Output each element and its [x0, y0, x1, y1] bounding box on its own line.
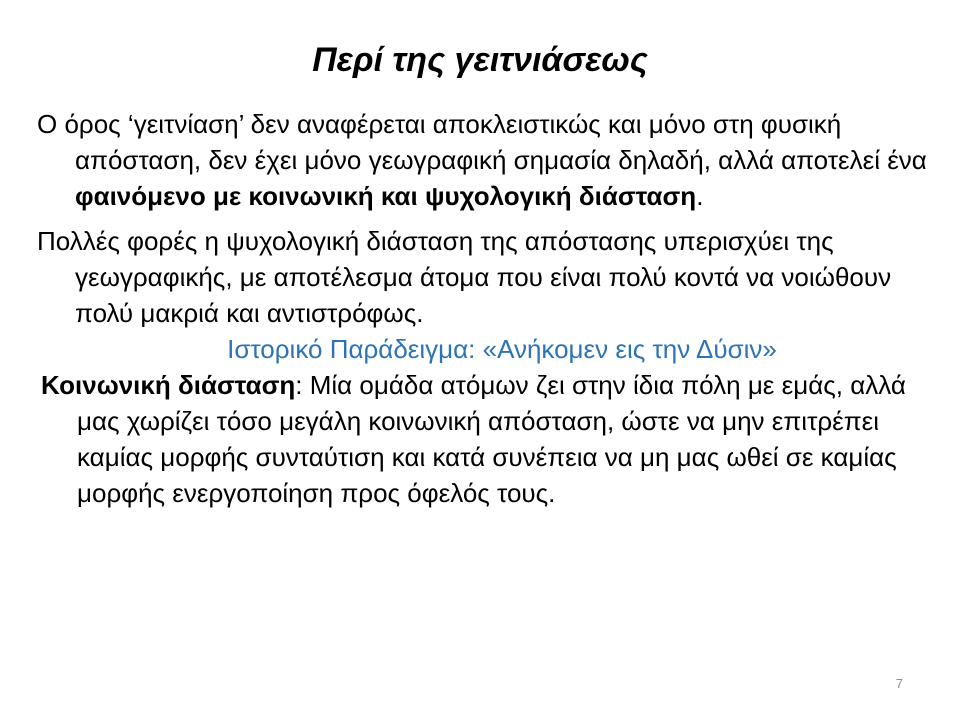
slide-content — [37, 106, 927, 511]
paragraph-social-dimension — [37, 367, 927, 511]
paragraph-3-heading: Κοινωνική διάσταση — [41, 370, 296, 400]
paragraph-1-emphasis: φαινόμενο με κοινωνική και ψυχολογική διάσταση — [75, 181, 697, 211]
paragraph-1-text: Ο όρος ‘γειτνίαση’ δεν αναφέρεται αποκλειστικώς και μόνο στη φυσική απόσταση, δεν έχει μόνο γεωγραφική σημασία δηλαδή, αλλά αποτελεί ένα — [37, 109, 927, 175]
slide-title: Περί της γειτνιάσεως — [312, 41, 648, 79]
paragraph-2-text: Πολλές φορές η ψυχολογική διάσταση της απόστασης υπερισχύει της γεωγραφικής, με αποτέλεσμα άτομα που είναι πολύ κοντά να νοιώθουν πολύ μακριά και αντιστρόφως. — [37, 226, 892, 328]
paragraph-proximity-definition — [37, 106, 927, 214]
paragraph-1-end: . — [696, 181, 704, 211]
page-number: 7 — [895, 676, 903, 691]
historical-example: Ιστορικό Παράδειγμα: «Ανήκομεν εις την Δύσιν» — [227, 334, 777, 364]
paragraph-3-text: : Μία ομάδα ατόμων ζει στην ίδια πόλη με εμάς, αλλά μας χωρίζει τόσο μεγάλη κοινωνική απόσταση, ώστε να μην επιτρέπει καμίας μορφής συνταύτιση και κατά συνέπεια να μη μας ωθεί σε καμίας μορφής ενεργοποίηση προς όφελός τους. — [77, 370, 906, 508]
paragraph-psychological-distance — [37, 223, 927, 331]
